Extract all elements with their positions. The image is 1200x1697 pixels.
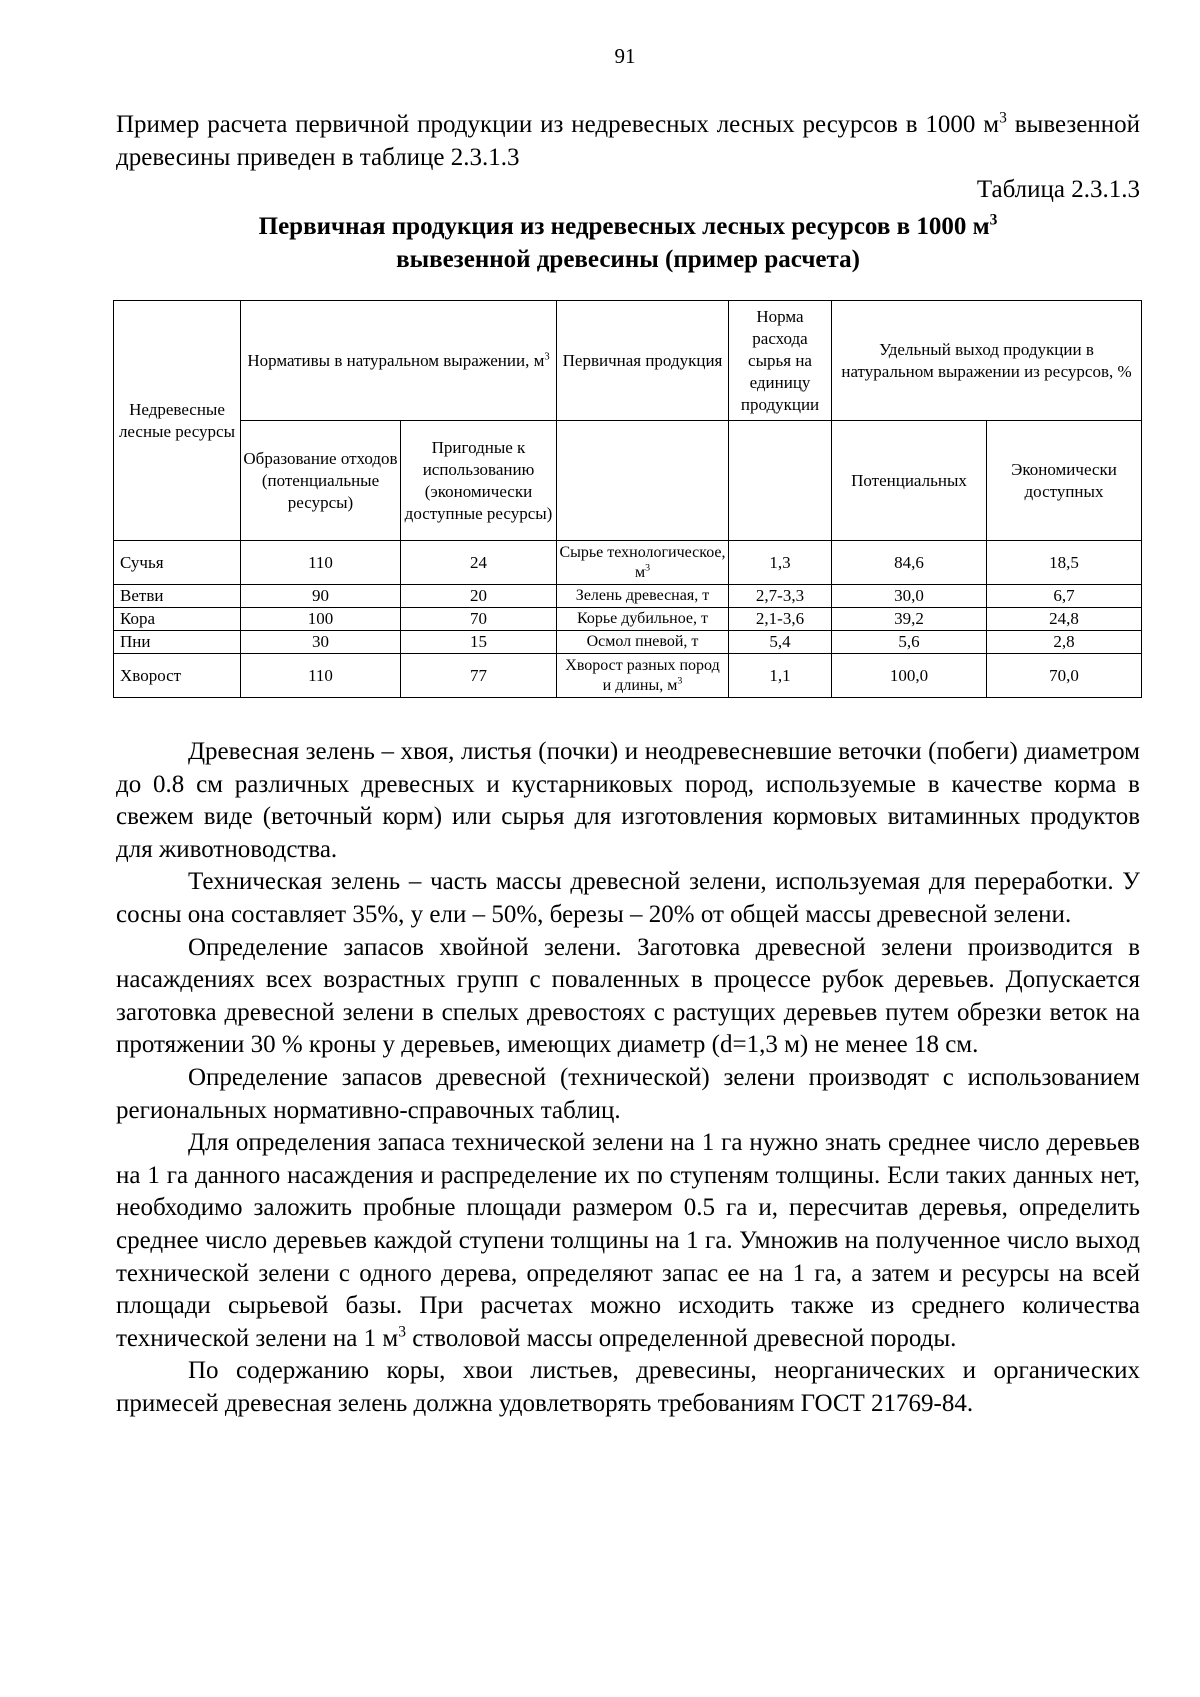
table-row — [114, 541, 1142, 585]
cell-economic: 2,8 — [987, 631, 1142, 654]
cell-economic: 6,7 — [987, 585, 1142, 608]
cell-name: Кора — [114, 608, 241, 631]
cell-rate: 2,7-3,3 — [729, 585, 832, 608]
cell-product-text: Корье дубильное, т — [576, 610, 709, 627]
cell-product-text: Хворост разных пород и длины, м — [565, 656, 720, 694]
cell-economic: 18,5 — [987, 541, 1142, 585]
cell-usable: 77 — [401, 654, 557, 698]
cell-waste: 30 — [241, 631, 401, 654]
header-empty-cell — [729, 421, 832, 541]
header-potential: Потенциальных — [832, 421, 987, 541]
table-title-superscript: 3 — [989, 211, 998, 229]
cell-waste: 110 — [241, 541, 401, 585]
cell-usable: 70 — [401, 608, 557, 631]
cell-usable: 24 — [401, 541, 557, 585]
cell-product — [557, 631, 729, 654]
table-title — [116, 210, 1140, 276]
header-usable: Пригодные к использованию (экономически доступные ресурсы) — [401, 421, 557, 541]
header-yield: Удельный выход продукции в натуральном выражении из ресурсов, % — [832, 301, 1142, 421]
table-label: Таблица 2.3.1.3 — [976, 176, 1140, 203]
cell-usable: 15 — [401, 631, 557, 654]
cell-name: Хворост — [114, 654, 241, 698]
paragraph-regional-tables: Определение запасов древесной (технической) зелени производят с использованием региональных нормативно-справочных таблиц. — [116, 1063, 1140, 1124]
cell-economic: 70,0 — [987, 654, 1142, 698]
header-primary-product: Первичная продукция — [557, 301, 729, 421]
header-economic: Экономически доступных — [987, 421, 1142, 541]
data-table — [113, 300, 1142, 698]
cell-rate: 1,1 — [729, 654, 832, 698]
header-waste: Образование отходов (потенциальные ресурсы) — [241, 421, 401, 541]
cell-usable: 20 — [401, 585, 557, 608]
cell-product — [557, 585, 729, 608]
header-norms — [241, 301, 557, 421]
cell-product-superscript: 3 — [645, 562, 651, 574]
cell-potential: 30,0 — [832, 585, 987, 608]
intro-superscript: 3 — [999, 109, 1007, 127]
paragraph-calculation — [116, 1127, 1140, 1355]
cell-potential: 39,2 — [832, 608, 987, 631]
paragraph-gost: По содержанию коры, хвои листьев, древесины, неорганических и органических примесей древесная зелень должна удовлетворять требованиям ГОСТ 21769-84. — [116, 1357, 1140, 1417]
cell-name: Пни — [114, 631, 241, 654]
table-title-line2: вывезенной древесины (пример расчета) — [396, 246, 860, 273]
table-row — [114, 608, 1142, 631]
cell-economic: 24,8 — [987, 608, 1142, 631]
body-text — [116, 736, 1140, 1420]
table-row — [114, 654, 1142, 698]
header-empty-cell — [557, 421, 729, 541]
cell-waste: 90 — [241, 585, 401, 608]
paragraph-calculation-text-end: стволовой массы определенной древесной породы. — [405, 1324, 957, 1352]
header-norms-superscript: 3 — [544, 350, 550, 362]
cell-product-text: Зелень древесная, т — [575, 587, 710, 604]
cell-rate: 1,3 — [729, 541, 832, 585]
intro-text-end: вывезенной древесины приведен в таблице 2.3.1.3 — [116, 111, 1140, 171]
table-header-row-2 — [114, 421, 1142, 541]
cell-name: Ветви — [114, 585, 241, 608]
intro-paragraph — [116, 108, 1140, 174]
cell-potential: 5,6 — [832, 631, 987, 654]
cell-product — [557, 608, 729, 631]
cell-product-text: Осмол пневой, т — [586, 633, 699, 650]
table-header-row-1 — [114, 301, 1142, 421]
table-title-line1: Первичная продукция из недревесных лесных ресурсов в 1000 м — [258, 213, 990, 240]
paragraph-calculation-text: Для определения запаса технической зелени на 1 га нужно знать среднее число деревьев на 1 га данного насаждения и распределение их по ступеням толщины. Если таких данных нет, необходимо заложить пробные площади размером 0.5 га и, пересчитав деревья, определить среднее число деревьев каждой ступени толщины на 1 га. Умножив на полученное число выход технической зелени с одного дерева, определяют запас ее на 1 га, а затем и ресурсы на всей площади сырьевой базы. При расчетах можно исходить также из среднего количества технической зелени на 1 м — [116, 1129, 1140, 1352]
header-resources: Недревесные лесные ресурсы — [114, 301, 241, 541]
cell-waste: 100 — [241, 608, 401, 631]
cell-rate: 2,1-3,6 — [729, 608, 832, 631]
header-rate: Норма расхода сырья на единицу продукции — [729, 301, 832, 421]
paragraph-stock-determination: Определение запасов хвойной зелени. Заготовка древесной зелени производится в насаждениях всех возрастных групп с поваленных в процессе рубок деревьев. Допускается заготовка древесной зелени в спелых древостоях с растущих деревьев путем обрезки веток на протяжении 30 % кроны у деревьев, имеющих диаметр (d=1,3 м) не менее 18 см. — [116, 933, 1140, 1059]
intro-text: Пример расчета первичной продукции из недревесных лесных ресурсов в 1000 м — [116, 111, 1000, 138]
cell-product — [557, 654, 729, 698]
cell-waste: 110 — [241, 654, 401, 698]
cell-product-text: Сырье технологическое, м — [559, 543, 726, 581]
header-norms-text: Нормативы в натуральном выражении, м — [247, 350, 545, 370]
cell-product-superscript: 3 — [677, 675, 683, 687]
paragraph-technical-green: Техническая зелень – часть массы древесной зелени, используемая для переработки. У сосны она составляет 35%, у ели – 50%, березы – 20% от общей массы древесной зелени. — [116, 868, 1140, 928]
page-number: 91 — [614, 44, 636, 68]
cell-name: Сучья — [114, 541, 241, 585]
table-row — [114, 585, 1142, 608]
paragraph-green-mass: Древесная зелень – хвоя, листья (почки) и неодревесневшие веточки (побеги) диаметром до 0.8 см различных древесных и кустарниковых пород, используемые в качестве корма в свежем виде (веточный корм) или сырья для изготовления кормовых витаминных продуктов для животноводства. — [116, 738, 1140, 863]
cell-potential: 100,0 — [832, 654, 987, 698]
cell-product — [557, 541, 729, 585]
cell-rate: 5,4 — [729, 631, 832, 654]
cell-potential: 84,6 — [832, 541, 987, 585]
table-row — [114, 631, 1142, 654]
paragraph-calculation-superscript: 3 — [398, 1323, 406, 1341]
